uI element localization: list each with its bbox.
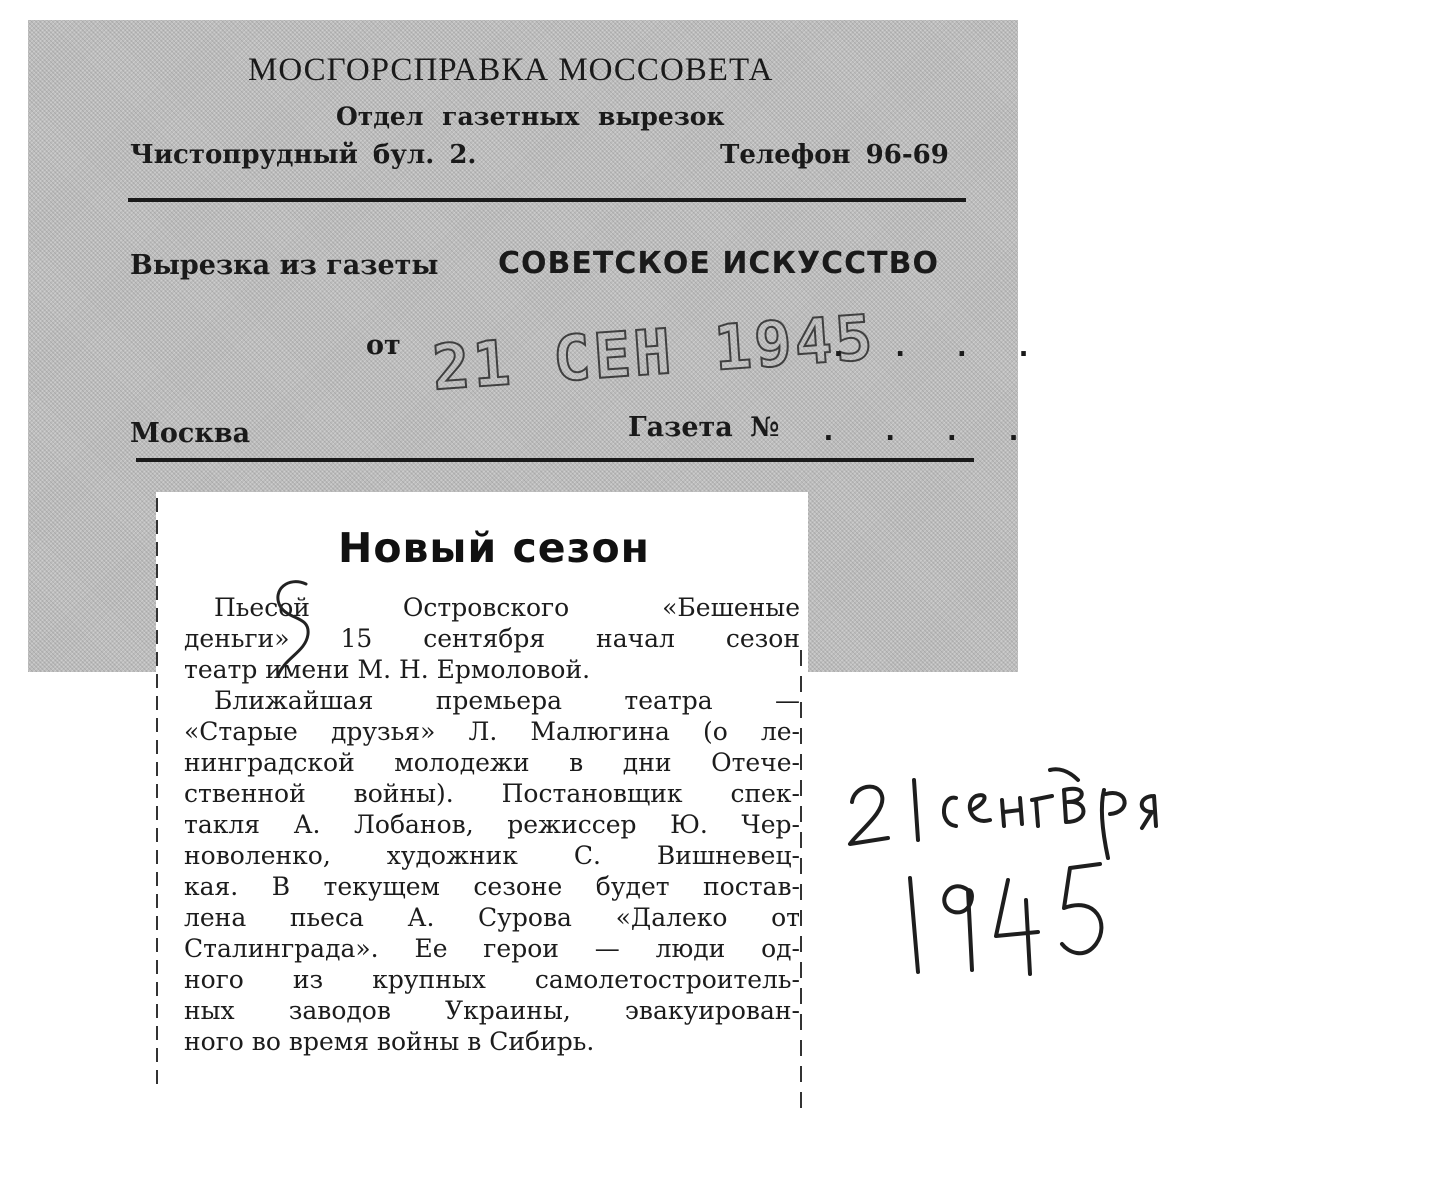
date-dots: . . . .: [830, 330, 1047, 363]
article-line: Ближайшая премьера театра —: [214, 686, 800, 715]
date-label: от: [366, 330, 401, 361]
handwritten-date-note: [838, 740, 1298, 990]
article-line: ных заводов Украины, эвакуирован-: [184, 996, 800, 1025]
pen-mark-icon: [258, 572, 338, 692]
article-title: Новый сезон: [338, 524, 650, 572]
article-line: такля А. Лобанов, режиссер Ю. Чер-: [184, 810, 800, 839]
article-line: Пьесой Островского «Бешеные: [214, 593, 800, 622]
article-line: театр имени М. Н. Ермоловой.: [184, 655, 591, 684]
clipping-cut-edge-left: [156, 498, 158, 1088]
clip-source-label: Вырезка из газеты: [130, 250, 439, 281]
issue-number-label: Газета №: [628, 412, 780, 443]
header-divider: [128, 198, 966, 202]
article-line: ного во время войны в Сибирь.: [184, 1027, 595, 1056]
article-line: ственной войны). Постановщик спек-: [184, 779, 800, 808]
date-stamp: 21 СЕН 1945: [429, 300, 878, 405]
organization-title: МОСГОРСПРАВКА МОССОВЕТА: [248, 52, 774, 88]
header-bottom-divider: [136, 458, 974, 462]
clipping-cut-edge-right: [800, 650, 802, 1112]
department-name: Отдел газетных вырезок: [336, 102, 725, 131]
newspaper-name: СОВЕТСКОЕ ИСКУССТВО: [498, 246, 939, 281]
city-name: Москва: [130, 418, 251, 449]
article-line: новоленко, художник С. Вишневец-: [184, 841, 800, 870]
article-line: «Старые друзья» Л. Малюгина (о ле-: [184, 717, 800, 746]
article-line: нинградской молодежи в дни Отече-: [184, 748, 800, 777]
article-line: Сталинграда». Ее герои — люди од-: [184, 934, 800, 963]
article-line: ного из крупных самолетостроитель-: [184, 965, 800, 994]
phone-number: Телефон 96-69: [720, 140, 949, 170]
article-line: лена пьеса А. Сурова «Далеко от: [184, 903, 800, 932]
article-line: деньги» 15 сентября начал сезон: [184, 624, 800, 653]
article-line: кая. В текущем сезоне будет постав-: [184, 872, 800, 901]
issue-dots: . . . .: [820, 414, 1037, 447]
address: Чистопрудный бул. 2.: [130, 140, 477, 170]
